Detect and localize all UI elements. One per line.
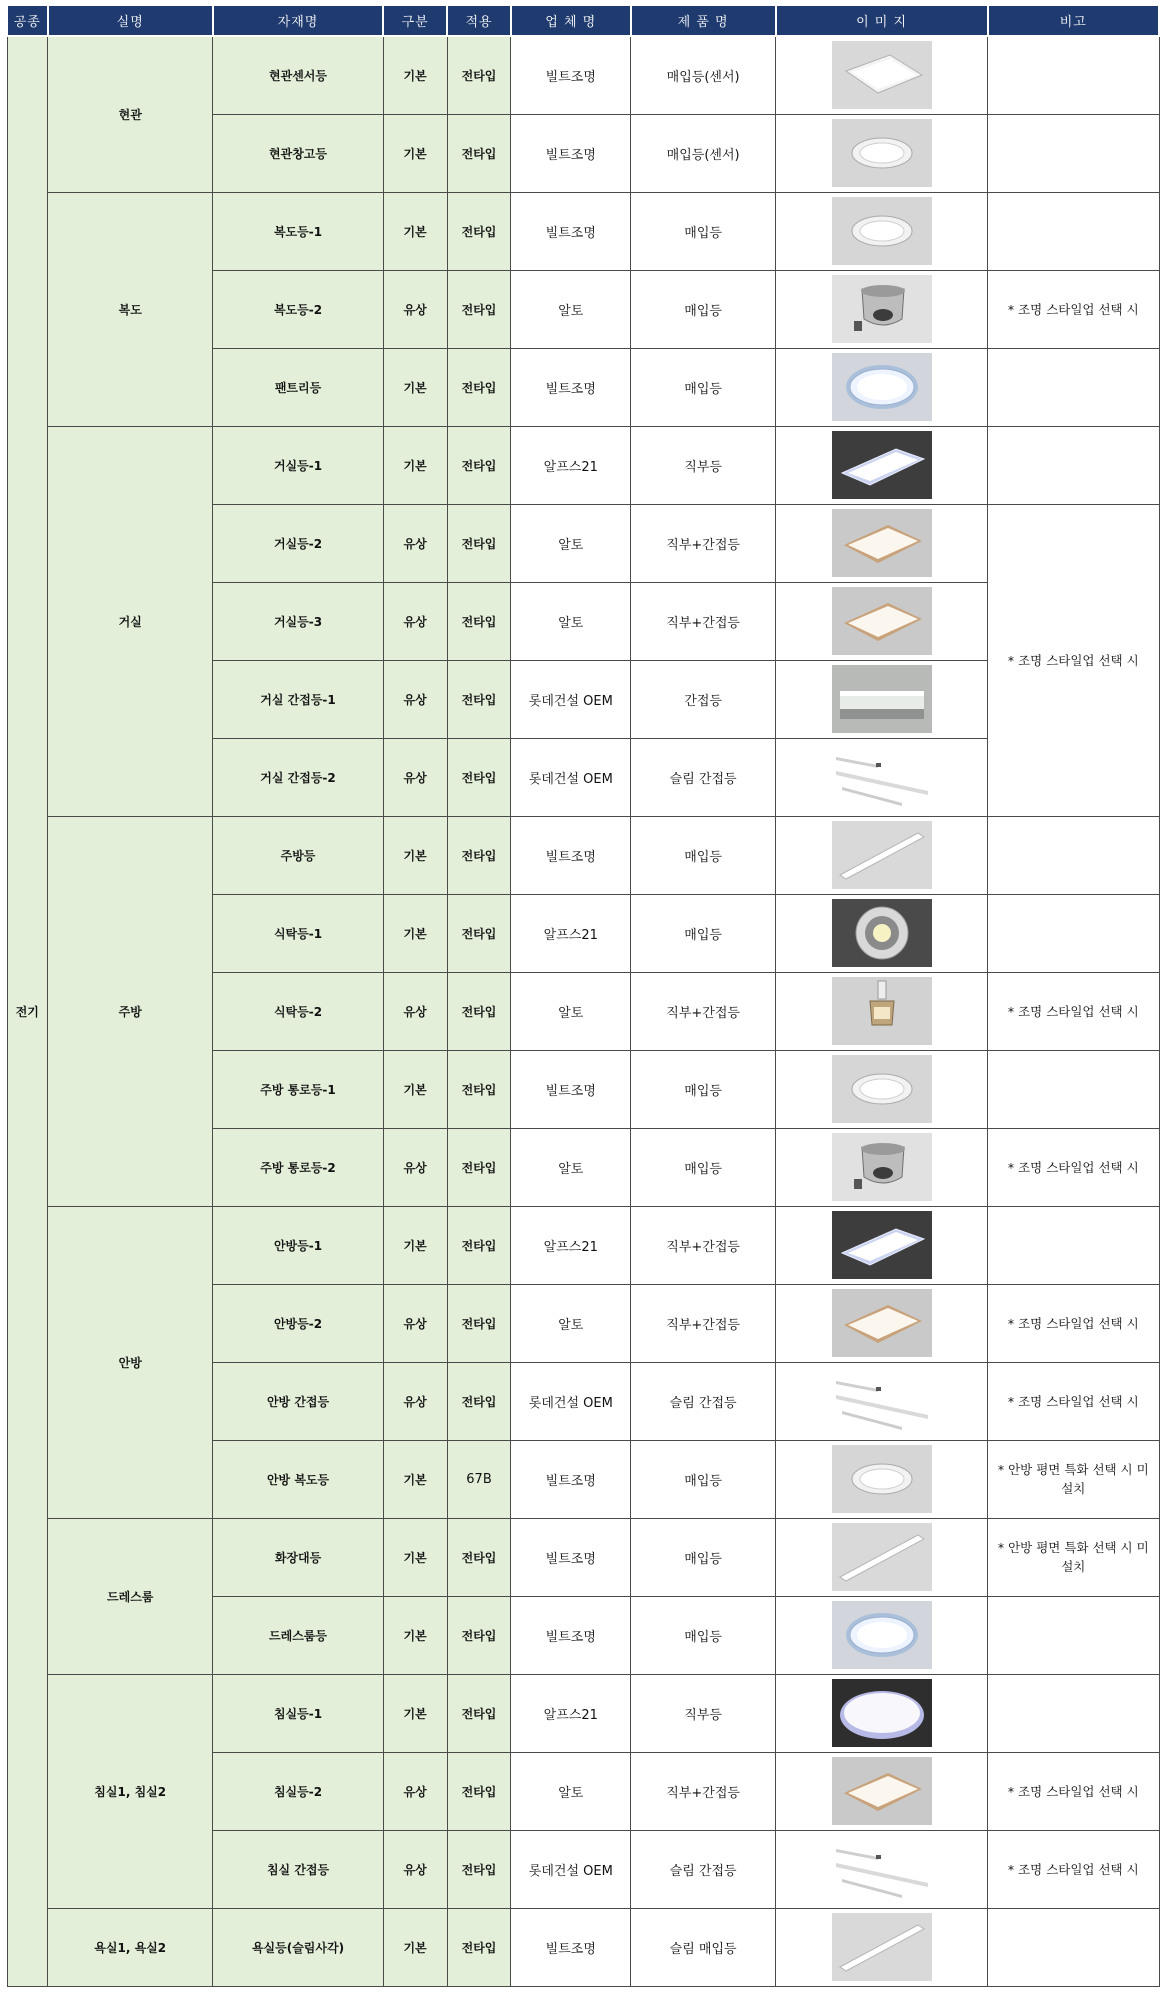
- trade-cell: 전기: [7, 36, 48, 1986]
- note-cell: * 안방 평면 특화 선택 시 미설치: [988, 1440, 1159, 1518]
- category-cell: 기본: [383, 1518, 447, 1596]
- image-cell: [776, 1674, 988, 1752]
- note-cell: * 조명 스타일업 선택 시: [988, 1362, 1159, 1440]
- vendor-cell: 롯데건설 OEM: [511, 1830, 631, 1908]
- image-cell: [776, 738, 988, 816]
- product-cell: 매입등(센서): [631, 114, 776, 192]
- apply-cell: 전타입: [447, 270, 511, 348]
- material-name: 안방등-1: [213, 1206, 383, 1284]
- vendor-cell: 알토: [511, 582, 631, 660]
- material-name: 현관창고등: [213, 114, 383, 192]
- category-cell: 기본: [383, 114, 447, 192]
- lighting-material-table: [6, 4, 1160, 1987]
- pendant-cube-image: [832, 977, 932, 1045]
- category-cell: 유상: [383, 582, 447, 660]
- glowing-round-downlight-image: [832, 353, 932, 421]
- header-product: 제 품 명: [631, 5, 776, 36]
- material-name: 욕실등(슬림사각): [213, 1908, 383, 1986]
- product-cell: 매입등: [631, 348, 776, 426]
- image-cell: [776, 1362, 988, 1440]
- material-name: 복도등-1: [213, 192, 383, 270]
- category-cell: 유상: [383, 1284, 447, 1362]
- material-name: 거실등-2: [213, 504, 383, 582]
- square-recessed-panel-image: [832, 41, 932, 109]
- wood-edge-panel-image: [832, 587, 932, 655]
- apply-cell: 전타입: [447, 1128, 511, 1206]
- category-cell: 기본: [383, 426, 447, 504]
- note-cell: [988, 426, 1159, 504]
- vendor-cell: 빌트조명: [511, 348, 631, 426]
- vendor-cell: 알토: [511, 1128, 631, 1206]
- note-cell: [988, 1596, 1159, 1674]
- product-cell: 간접등: [631, 660, 776, 738]
- apply-cell: 전타입: [447, 1596, 511, 1674]
- product-cell: 직부+간접등: [631, 972, 776, 1050]
- image-cell: [776, 270, 988, 348]
- table-row: [7, 1908, 1159, 1986]
- linear-cove-light-image: [832, 665, 932, 733]
- vendor-cell: 롯데건설 OEM: [511, 660, 631, 738]
- apply-cell: 전타입: [447, 1206, 511, 1284]
- chrome-spotlight-image: [832, 275, 932, 343]
- linear-slim-light-image: [832, 1523, 932, 1591]
- vendor-cell: 알토: [511, 972, 631, 1050]
- product-cell: 직부등: [631, 426, 776, 504]
- product-cell: 매입등(센서): [631, 36, 776, 114]
- wood-edge-panel-image: [832, 1757, 932, 1825]
- image-cell: [776, 36, 988, 114]
- product-cell: 매입등: [631, 1440, 776, 1518]
- image-cell: [776, 582, 988, 660]
- note-cell: * 안방 평면 특화 선택 시 미설치: [988, 1518, 1159, 1596]
- image-cell: [776, 894, 988, 972]
- round-ceiling-light-image: [832, 1679, 932, 1747]
- image-cell: [776, 1128, 988, 1206]
- vendor-cell: 알프스21: [511, 1206, 631, 1284]
- slim-linear-bars-image: [832, 1835, 932, 1903]
- room-cell: 드레스룸: [48, 1518, 213, 1674]
- note-cell: * 조명 스타일업 선택 시: [988, 1752, 1159, 1830]
- vendor-cell: 알프스21: [511, 894, 631, 972]
- material-name: 드레스룸등: [213, 1596, 383, 1674]
- image-cell: [776, 1752, 988, 1830]
- material-name: 화장대등: [213, 1518, 383, 1596]
- glowing-round-downlight-image: [832, 1601, 932, 1669]
- category-cell: 유상: [383, 1128, 447, 1206]
- table-row: [7, 816, 1159, 894]
- image-cell: [776, 1830, 988, 1908]
- header-material: 자재명: [213, 5, 383, 36]
- apply-cell: 전타입: [447, 1362, 511, 1440]
- header-category: 구분: [383, 5, 447, 36]
- product-cell: 매입등: [631, 1128, 776, 1206]
- material-name: 거실등-1: [213, 426, 383, 504]
- category-cell: 유상: [383, 1830, 447, 1908]
- round-downlight-image: [832, 197, 932, 265]
- note-cell: * 조명 스타일업 선택 시: [988, 270, 1159, 348]
- note-cell: [988, 1908, 1159, 1986]
- product-cell: 슬림 간접등: [631, 1830, 776, 1908]
- image-cell: [776, 660, 988, 738]
- note-cell: * 조명 스타일업 선택 시: [988, 1284, 1159, 1362]
- material-name: 침실 간접등: [213, 1830, 383, 1908]
- apply-cell: 전타입: [447, 348, 511, 426]
- category-cell: 기본: [383, 348, 447, 426]
- image-cell: [776, 426, 988, 504]
- apply-cell: 전타입: [447, 972, 511, 1050]
- apply-cell: 전타입: [447, 816, 511, 894]
- vendor-cell: 빌트조명: [511, 1518, 631, 1596]
- apply-cell: 전타입: [447, 426, 511, 504]
- room-cell: 안방: [48, 1206, 213, 1518]
- round-led-downlight-image: [832, 899, 932, 967]
- round-downlight-image: [832, 1055, 932, 1123]
- product-cell: 매입등: [631, 192, 776, 270]
- material-name: 거실 간접등-1: [213, 660, 383, 738]
- note-cell: * 조명 스타일업 선택 시: [988, 1128, 1159, 1206]
- product-cell: 직부+간접등: [631, 1284, 776, 1362]
- apply-cell: 67B: [447, 1440, 511, 1518]
- linear-slim-light-image: [832, 821, 932, 889]
- vendor-cell: 롯데건설 OEM: [511, 1362, 631, 1440]
- category-cell: 기본: [383, 192, 447, 270]
- product-cell: 직부등: [631, 1674, 776, 1752]
- material-name: 현관센서등: [213, 36, 383, 114]
- room-cell: 주방: [48, 816, 213, 1206]
- image-cell: [776, 114, 988, 192]
- material-name: 안방 간접등: [213, 1362, 383, 1440]
- material-name: 주방 통로등-2: [213, 1128, 383, 1206]
- apply-cell: 전타입: [447, 660, 511, 738]
- product-cell: 직부+간접등: [631, 1752, 776, 1830]
- note-cell: [988, 192, 1159, 270]
- category-cell: 유상: [383, 1752, 447, 1830]
- header-apply: 적용: [447, 5, 511, 36]
- material-name: 거실등-3: [213, 582, 383, 660]
- linear-slim-light-image: [832, 1913, 932, 1981]
- image-cell: [776, 1596, 988, 1674]
- product-cell: 직부+간접등: [631, 504, 776, 582]
- vendor-cell: 빌트조명: [511, 816, 631, 894]
- material-name: 침실등-2: [213, 1752, 383, 1830]
- category-cell: 유상: [383, 1362, 447, 1440]
- category-cell: 기본: [383, 1674, 447, 1752]
- note-cell: [988, 1674, 1159, 1752]
- vendor-cell: 빌트조명: [511, 1050, 631, 1128]
- product-cell: 직부+간접등: [631, 1206, 776, 1284]
- table-row: [7, 1674, 1159, 1752]
- apply-cell: 전타입: [447, 1908, 511, 1986]
- vendor-cell: 롯데건설 OEM: [511, 738, 631, 816]
- category-cell: 유상: [383, 738, 447, 816]
- product-cell: 매입등: [631, 816, 776, 894]
- category-cell: 기본: [383, 894, 447, 972]
- table-row: [7, 36, 1159, 114]
- category-cell: 기본: [383, 1596, 447, 1674]
- slim-linear-bars-image: [832, 1367, 932, 1435]
- note-cell: [988, 1206, 1159, 1284]
- product-cell: 슬림 매입등: [631, 1908, 776, 1986]
- product-cell: 슬림 간접등: [631, 738, 776, 816]
- apply-cell: 전타입: [447, 582, 511, 660]
- image-cell: [776, 1284, 988, 1362]
- product-cell: 직부+간접등: [631, 582, 776, 660]
- table-row: [7, 1518, 1159, 1596]
- note-cell: [988, 114, 1159, 192]
- image-cell: [776, 192, 988, 270]
- room-cell: 복도: [48, 192, 213, 426]
- note-cell: * 조명 스타일업 선택 시: [988, 1830, 1159, 1908]
- category-cell: 유상: [383, 504, 447, 582]
- material-name: 주방 통로등-1: [213, 1050, 383, 1128]
- category-cell: 유상: [383, 660, 447, 738]
- apply-cell: 전타입: [447, 1674, 511, 1752]
- material-name: 안방 복도등: [213, 1440, 383, 1518]
- image-cell: [776, 504, 988, 582]
- image-cell: [776, 972, 988, 1050]
- image-cell: [776, 1518, 988, 1596]
- rectangular-panel-image: [832, 1211, 932, 1279]
- header-row: [7, 5, 1159, 36]
- note-cell: [988, 894, 1159, 972]
- chrome-spotlight-image: [832, 1133, 932, 1201]
- apply-cell: 전타입: [447, 1050, 511, 1128]
- apply-cell: 전타입: [447, 192, 511, 270]
- note-cell: * 조명 스타일업 선택 시: [988, 504, 1159, 816]
- apply-cell: 전타입: [447, 114, 511, 192]
- header-vendor: 업 체 명: [511, 5, 631, 36]
- image-cell: [776, 816, 988, 894]
- vendor-cell: 알토: [511, 504, 631, 582]
- apply-cell: 전타입: [447, 36, 511, 114]
- round-downlight-image: [832, 1445, 932, 1513]
- note-cell: [988, 348, 1159, 426]
- product-cell: 매입등: [631, 1050, 776, 1128]
- note-cell: [988, 36, 1159, 114]
- vendor-cell: 빌트조명: [511, 36, 631, 114]
- material-name: 주방등: [213, 816, 383, 894]
- category-cell: 기본: [383, 36, 447, 114]
- vendor-cell: 알토: [511, 1284, 631, 1362]
- material-schedule: [6, 4, 1160, 1987]
- apply-cell: 전타입: [447, 1830, 511, 1908]
- vendor-cell: 빌트조명: [511, 1596, 631, 1674]
- vendor-cell: 빌트조명: [511, 1440, 631, 1518]
- header-image: 이 미 지: [776, 5, 988, 36]
- slim-linear-bars-image: [832, 743, 932, 811]
- vendor-cell: 알프스21: [511, 1674, 631, 1752]
- image-cell: [776, 1908, 988, 1986]
- apply-cell: 전타입: [447, 1518, 511, 1596]
- apply-cell: 전타입: [447, 1284, 511, 1362]
- material-name: 복도등-2: [213, 270, 383, 348]
- category-cell: 기본: [383, 816, 447, 894]
- note-cell: * 조명 스타일업 선택 시: [988, 972, 1159, 1050]
- wood-edge-panel-image: [832, 509, 932, 577]
- note-cell: [988, 1050, 1159, 1128]
- vendor-cell: 알토: [511, 1752, 631, 1830]
- product-cell: 슬림 간접등: [631, 1362, 776, 1440]
- wood-edge-panel-image: [832, 1289, 932, 1357]
- vendor-cell: 알토: [511, 270, 631, 348]
- apply-cell: 전타입: [447, 504, 511, 582]
- image-cell: [776, 1050, 988, 1128]
- vendor-cell: 알프스21: [511, 426, 631, 504]
- apply-cell: 전타입: [447, 894, 511, 972]
- category-cell: 유상: [383, 270, 447, 348]
- note-cell: [988, 816, 1159, 894]
- vendor-cell: 빌트조명: [511, 114, 631, 192]
- image-cell: [776, 1206, 988, 1284]
- round-downlight-image: [832, 119, 932, 187]
- material-name: 침실등-1: [213, 1674, 383, 1752]
- apply-cell: 전타입: [447, 1752, 511, 1830]
- category-cell: 기본: [383, 1206, 447, 1284]
- table-row: [7, 192, 1159, 270]
- vendor-cell: 빌트조명: [511, 1908, 631, 1986]
- product-cell: 매입등: [631, 1596, 776, 1674]
- product-cell: 매입등: [631, 1518, 776, 1596]
- vendor-cell: 빌트조명: [511, 192, 631, 270]
- material-name: 거실 간접등-2: [213, 738, 383, 816]
- room-cell: 거실: [48, 426, 213, 816]
- header-room: 실명: [48, 5, 213, 36]
- category-cell: 기본: [383, 1908, 447, 1986]
- rectangular-panel-image: [832, 431, 932, 499]
- header-trade: 공종: [7, 5, 48, 36]
- category-cell: 유상: [383, 972, 447, 1050]
- category-cell: 기본: [383, 1050, 447, 1128]
- material-name: 식탁등-1: [213, 894, 383, 972]
- apply-cell: 전타입: [447, 738, 511, 816]
- product-cell: 매입등: [631, 894, 776, 972]
- product-cell: 매입등: [631, 270, 776, 348]
- room-cell: 현관: [48, 36, 213, 192]
- material-name: 안방등-2: [213, 1284, 383, 1362]
- image-cell: [776, 348, 988, 426]
- room-cell: 욕실1, 욕실2: [48, 1908, 213, 1986]
- material-name: 식탁등-2: [213, 972, 383, 1050]
- room-cell: 침실1, 침실2: [48, 1674, 213, 1908]
- header-note: 비고: [988, 5, 1159, 36]
- table-row: [7, 1206, 1159, 1284]
- image-cell: [776, 1440, 988, 1518]
- category-cell: 기본: [383, 1440, 447, 1518]
- table-row: [7, 426, 1159, 504]
- material-name: 팬트리등: [213, 348, 383, 426]
